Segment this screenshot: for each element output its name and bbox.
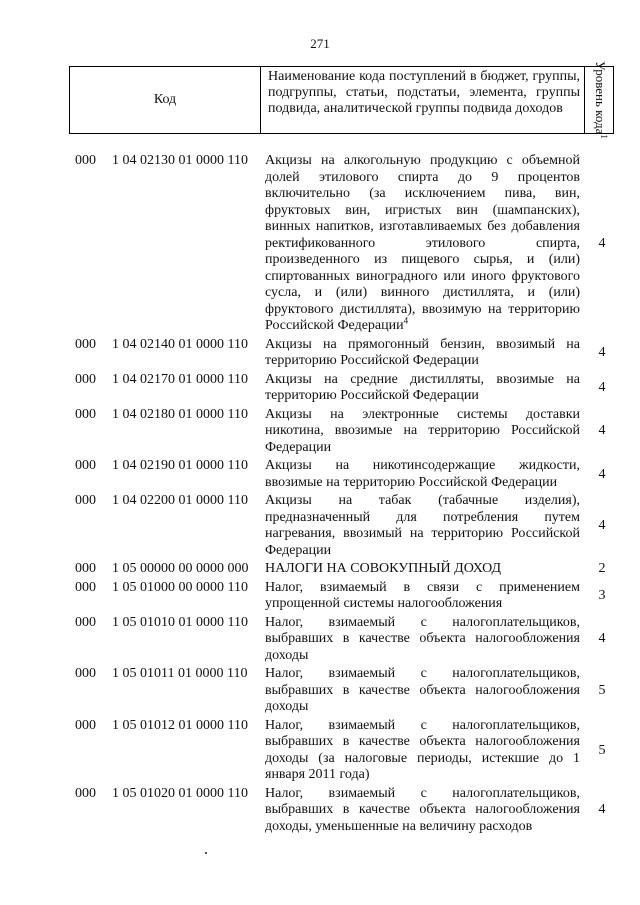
table-row	[0, 718, 640, 784]
header-level	[585, 61, 615, 139]
row-admin-code: 000	[75, 579, 96, 595]
scan-speck	[205, 852, 207, 854]
row-footnote-sup: 4	[403, 315, 409, 326]
table-row	[0, 580, 640, 613]
row-name-text: Налог, взимаемый в связи с применением упрощенной системы налогообложения	[265, 579, 580, 611]
row-name-text: Налог, взимаемый с налогоплательщиков, выбравших в качестве объекта налогообложения доходы (за налоговые периоды, истекшие до 1 января 2011 года)	[265, 717, 580, 782]
row-level: 3	[598, 587, 606, 603]
row-name-text: НАЛОГИ НА СОВОКУПНЫЙ ДОХОД	[265, 561, 502, 576]
table-row	[0, 615, 640, 665]
row-name	[265, 153, 580, 335]
row-code: 1 04 02140 01 0000 110	[112, 336, 248, 352]
row-level: 4	[598, 423, 606, 438]
row-level: 4	[598, 802, 606, 817]
row-name	[265, 718, 580, 784]
header-level-sup: 1	[599, 134, 610, 139]
row-level: 4	[598, 379, 606, 395]
row-admin-code: 000	[75, 561, 96, 576]
table-row	[0, 493, 640, 559]
row-code: 1 04 02180 01 0000 110	[112, 406, 248, 422]
page-number: 271	[310, 36, 330, 51]
row-level: 4	[598, 235, 606, 251]
table-row	[0, 786, 640, 836]
row-level: 4	[598, 344, 606, 360]
row-admin-code: 000	[75, 458, 96, 473]
row-code: 1 04 02130 01 0000 110	[112, 153, 248, 168]
row-name-text: Акцизы на прямогонный бензин, ввозимый на территорию Российской Федерации	[265, 336, 580, 368]
header-level-text	[593, 61, 610, 139]
row-admin-code: 000	[75, 153, 96, 168]
row-code: 1 05 01011 01 0000 110	[112, 666, 248, 681]
row-name	[265, 615, 580, 665]
row-name-text: Акцизы на средние дистилляты, ввозимые на территорию Российской Федерации	[265, 371, 580, 403]
table-row	[0, 372, 640, 405]
row-admin-code: 000	[75, 614, 96, 630]
row-admin-code: 000	[75, 717, 96, 733]
row-code: 1 04 02190 01 0000 110	[112, 458, 248, 473]
row-code: 1 05 01000 00 0000 110	[112, 579, 248, 595]
row-admin-code: 000	[75, 371, 96, 387]
table-row	[0, 153, 640, 335]
row-level: 5	[598, 682, 606, 698]
row-admin-code: 000	[75, 406, 96, 422]
row-admin-code: 000	[75, 493, 96, 508]
header-name: Наименование кода поступлений в бюджет, группы, подгруппы, статьи, подстатьи, элемента, группы подвида, аналитической группы подвида доходов	[260, 67, 585, 133]
table-row	[0, 666, 640, 716]
table-row	[0, 458, 640, 491]
table-row	[0, 561, 640, 578]
table-body	[0, 153, 640, 837]
row-level: 2	[598, 561, 606, 576]
row-name	[265, 561, 580, 578]
row-code: 1 05 01020 01 0000 110	[112, 785, 248, 801]
row-admin-code: 000	[75, 336, 96, 352]
row-code: 1 05 01010 01 0000 110	[112, 614, 248, 630]
row-level: 4	[598, 517, 606, 533]
row-name-text: Акцизы на табак (табачные изделия), предназначенный для потребления путем нагревания, ввозимый на территорию Российской Федерации	[265, 493, 580, 558]
row-level: 4	[598, 631, 606, 646]
row-name-text: Акцизы на алкогольную продукцию с объемной долей этилового спирта до 9 процентов включительно (за исключением пива, вин, фруктовых вин, игристых вин (шампанских), винных напитков, изготавливаемых без добавления ректификованного этилового спирта, произведенного из пищевого сырья, и (или) спиртованных виноградного или иного фруктового сусла, и (или) винного дистиллята, и (или) фруктового дистиллята), ввозимую на территорию Российской Федерации	[265, 153, 580, 333]
row-name-text: Налог, взимаемый с налогоплательщиков, выбравших в качестве объекта налогообложения доходы, уменьшенные на величину расходов	[265, 785, 580, 834]
row-name	[265, 786, 580, 836]
row-admin-code: 000	[75, 785, 96, 801]
table-row	[0, 337, 640, 370]
row-name	[265, 372, 580, 405]
header-code: Код	[70, 67, 261, 133]
row-code: 1 04 02170 01 0000 110	[112, 371, 248, 387]
row-admin-code: 000	[75, 666, 96, 681]
row-code: 1 05 01012 01 0000 110	[112, 717, 248, 733]
row-code: 1 05 00000 00 0000 000	[112, 561, 249, 576]
table-header	[69, 61, 614, 139]
row-code: 1 04 02200 01 0000 110	[112, 493, 248, 508]
row-name	[265, 580, 580, 613]
table-row	[0, 407, 640, 457]
row-name-text: Акцизы на электронные системы доставки никотина, ввозимые на территорию Российской Федерации	[265, 406, 580, 455]
row-name-text: Налог, взимаемый с налогоплательщиков, выбравших в качестве объекта налогообложения доходы	[265, 666, 580, 714]
row-level: 4	[598, 466, 606, 482]
row-name	[265, 458, 580, 491]
row-name	[265, 666, 580, 716]
row-name	[265, 337, 580, 370]
row-name	[265, 493, 580, 559]
row-name-text: Акцизы на никотинсодержащие жидкости, ввозимые на территорию Российской Федерации	[265, 458, 580, 490]
header-level-label: Уровень кода	[593, 61, 609, 135]
row-level: 5	[598, 742, 606, 758]
row-name-text: Налог, взимаемый с налогоплательщиков, выбравших в качестве объекта налогообложения доходы	[265, 614, 580, 663]
row-name	[265, 407, 580, 457]
